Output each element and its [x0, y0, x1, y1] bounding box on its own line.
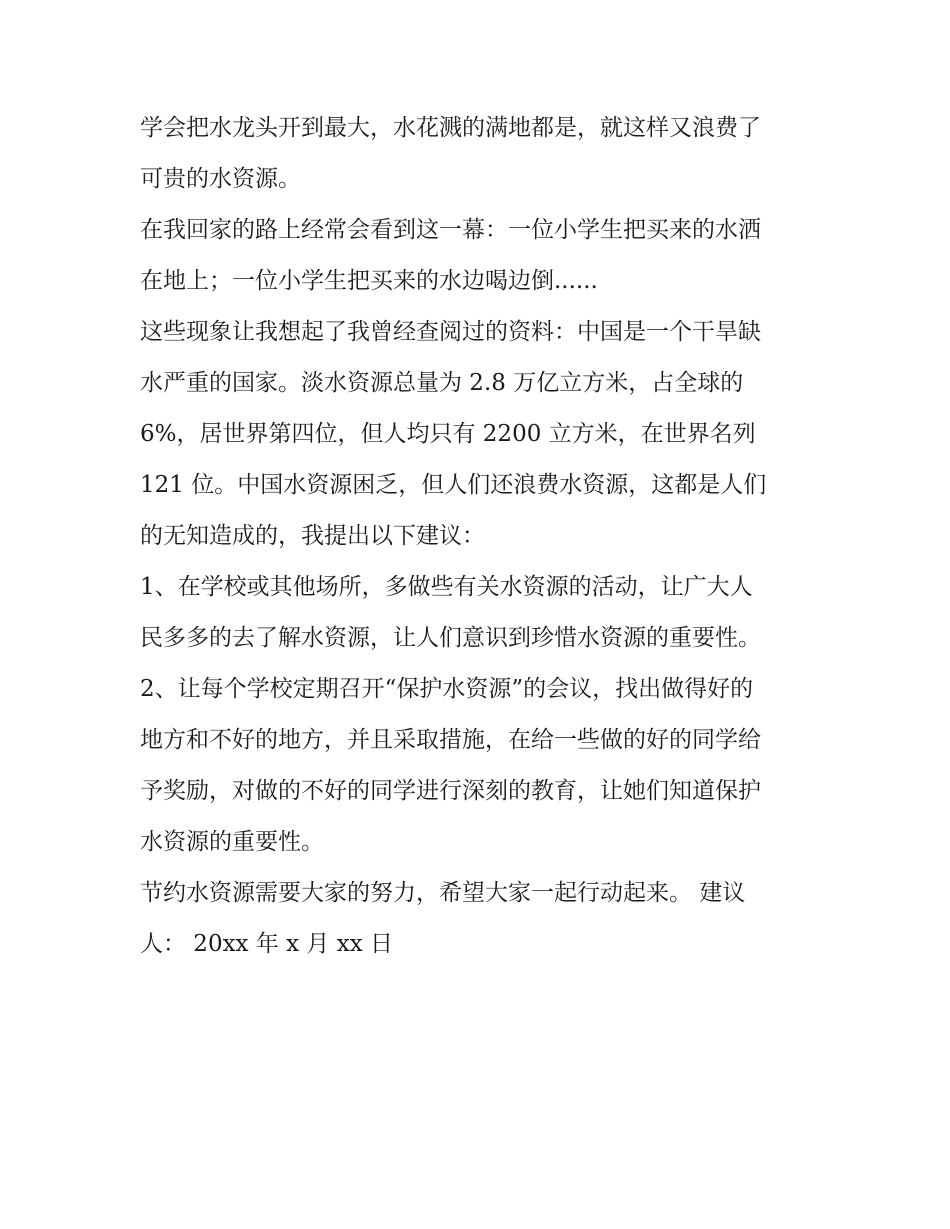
text-line: 水资源的重要性。 [140, 829, 324, 855]
text-line: 学会把水龙头开到最大，水花溅的满地都是，就这样又浪费了 [140, 115, 761, 141]
text-line: 水严重的国家。淡水资源总量为 2.8 万亿立方米，占全球的 [140, 370, 744, 396]
text-line: 在我回家的路上经常会看到这一幕：一位小学生把买来的水洒 [140, 217, 761, 243]
text-line: 民多多的去了解水资源，让人们意识到珍惜水资源的重要性。 [140, 625, 761, 651]
text-line: 的无知造成的，我提出以下建议： [140, 523, 485, 549]
text-line: 这些现象让我想起了我曾经查阅过的资料：中国是一个干旱缺 [140, 319, 761, 345]
text-line: 121 位。中国水资源困乏，但人们还浪费水资源，这都是人们 [140, 472, 767, 498]
text-line: 2、让每个学校定期召开“保护水资源”的会议，找出做得好的 [140, 676, 754, 702]
text-line: 在地上；一位小学生把买来的水边喝边倒...... [140, 268, 598, 294]
text-line: 1、在学校或其他场所，多做些有关水资源的活动，让广大人 [140, 574, 753, 600]
text-line: 予奖励，对做的不好的同学进行深刻的教育，让她们知道保护 [140, 778, 761, 804]
text-line: 地方和不好的地方，并且采取措施，在给一些做的好的同学给 [140, 727, 761, 753]
signature-date-line: 人： 20xx 年 x 月 xx 日 [140, 931, 393, 957]
text-line: 6%，居世界第四位，但人均只有 2200 立方米，在世界名列 [140, 421, 756, 447]
document-body [140, 103, 820, 970]
text-line: 可贵的水资源。 [140, 166, 301, 192]
text-line: 节约水资源需要大家的努力，希望大家一起行动起来。 建议 [140, 880, 746, 906]
